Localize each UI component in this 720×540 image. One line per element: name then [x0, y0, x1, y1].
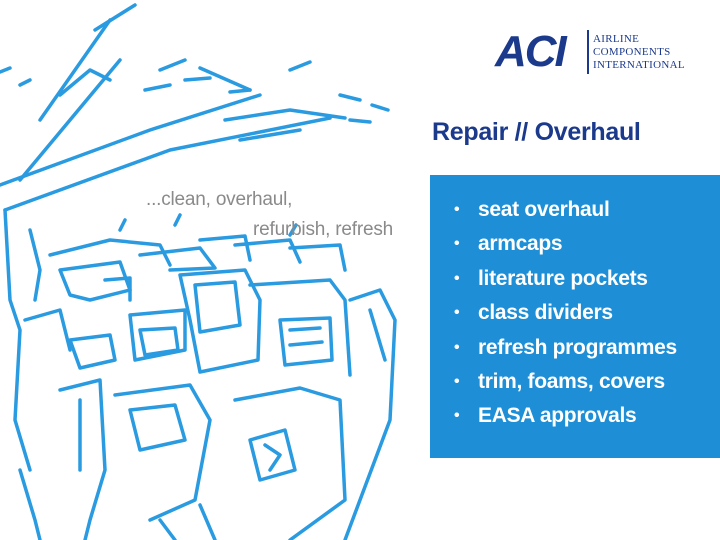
- bullet-icon: •: [454, 407, 460, 425]
- service-label: EASA approvals: [478, 404, 637, 428]
- service-item-easa-approvals: [454, 399, 677, 433]
- service-label: armcaps: [478, 232, 563, 256]
- bullet-icon: •: [454, 235, 460, 253]
- bullet-icon: •: [454, 338, 460, 356]
- tagline-line-2: refurbish, refresh: [253, 219, 394, 240]
- services-panel: [430, 175, 720, 458]
- page-title: Repair // Overhaul: [432, 118, 641, 146]
- bullet-icon: •: [454, 201, 460, 218]
- tagline-line-1: ...clean, overhaul,: [146, 189, 293, 210]
- service-label: trim, foams, covers: [478, 369, 665, 393]
- service-label: seat overhaul: [478, 198, 610, 221]
- service-item-trim-foams-covers: [454, 365, 677, 399]
- service-label: literature pockets: [478, 266, 648, 290]
- company-logo: [495, 27, 695, 76]
- bullet-icon: •: [454, 304, 460, 322]
- logo-line-components: COMPONENTS: [593, 46, 671, 58]
- service-item-seat-overhaul: [454, 193, 677, 227]
- bullet-icon: •: [454, 269, 460, 287]
- service-item-class-dividers: [454, 296, 677, 330]
- services-list: [454, 193, 677, 434]
- service-item-literature-pockets: [454, 262, 677, 296]
- logo-letters: ACI: [495, 27, 565, 76]
- bullet-icon: •: [454, 372, 460, 390]
- logo-divider: [587, 30, 589, 74]
- service-label: refresh programmes: [478, 335, 677, 359]
- logo-line-airline: AIRLINE: [593, 33, 640, 45]
- service-label: class dividers: [478, 301, 613, 325]
- logo-line-international: INTERNATIONAL: [593, 59, 685, 71]
- service-item-refresh-programmes: [454, 331, 677, 365]
- service-item-armcaps: [454, 227, 677, 261]
